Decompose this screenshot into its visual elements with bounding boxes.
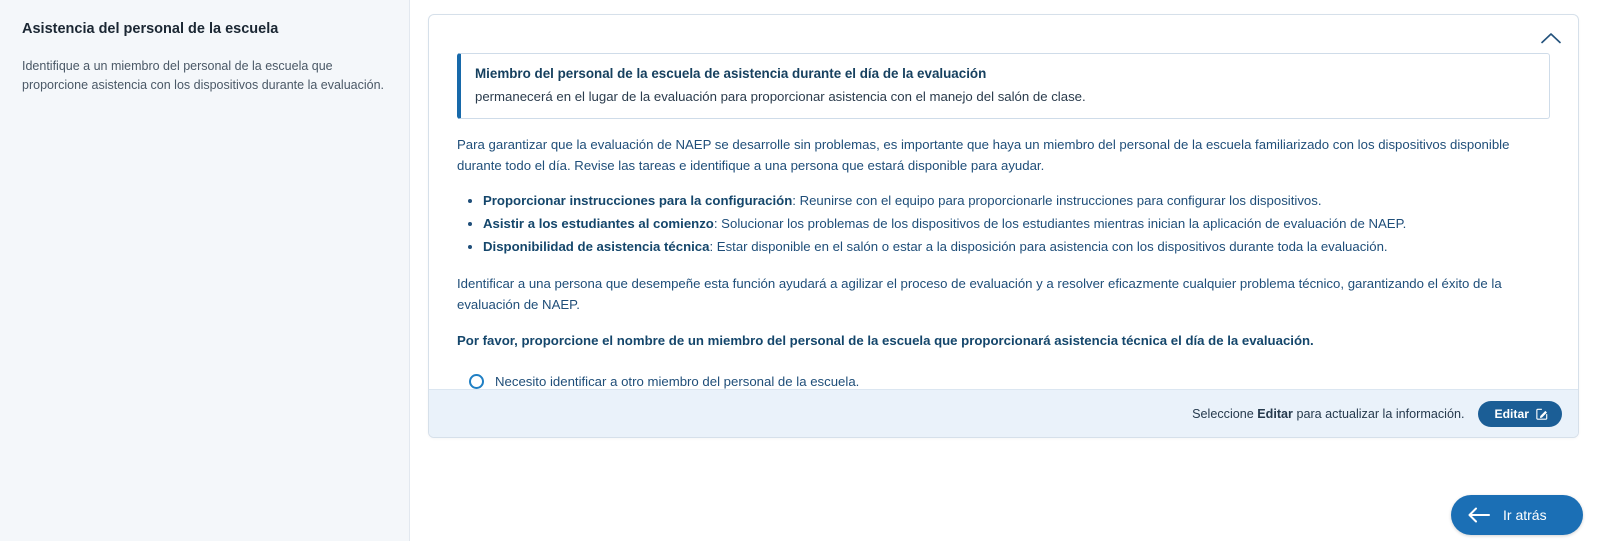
task-label: Disponibilidad de asistencia técnica [483,239,710,255]
name-request-prompt: Por favor, proporcione el nombre de un miembro del personal de la escuela que proporcionará asistencia técnica el día de la evaluación. [457,333,1314,349]
pencil-square-icon [1536,408,1548,420]
task-label: Proporcionar instrucciones para la configuración [483,192,793,208]
staff-member-callout [457,53,1550,119]
task-list [457,190,1550,258]
task-text: : Reunirse con el equipo para proporcionarle instrucciones para configurar los dispositivos. [792,192,1322,208]
card-body [429,15,1578,389]
sidebar-description: Identifique a un miembro del personal de la escuela que proporcione asistencia con los dispositivos durante la evaluación. [22,58,385,93]
task-text: : Solucionar los problemas de los dispositivos de los estudiantes mientras inician la aplicación de evaluación de NAEP. [713,216,1407,231]
closing-paragraph: Identificar a una persona que desempeñe esta función ayudará a agilizar el proceso de evaluación y a resolver eficazmente cualquier problema técnico, garantizando el éxito de la evaluación de NAEP. [457,275,1502,312]
list-item [483,213,1550,234]
card-footer [429,389,1578,437]
task-label: Asistir a los estudiantes al comienzo [483,216,714,231]
arrow-left-icon [1468,507,1490,523]
go-back-label: Ir atrás [1503,507,1547,523]
callout-title: Miembro del personal de la escuela de asistencia durante el día de la evaluación [475,66,987,81]
task-text: : Estar disponible en el salón o estar a la disposición para asistencia con los dispositivos durante toda la evaluación. [709,239,1388,255]
radio-label: Necesito identificar a otro miembro del personal de la escuela. [495,374,860,390]
sidebar [0,0,410,541]
edit-hint-after: para actualizar la información. [1292,406,1465,421]
list-item [483,190,1550,211]
edit-hint [1192,407,1464,421]
radio-button[interactable] [469,374,484,389]
go-back-button[interactable] [1451,495,1583,535]
edit-button-label: Editar [1494,406,1529,421]
identify-other-staff-option[interactable] [469,374,1550,389]
main-content [410,0,1597,541]
edit-button[interactable] [1478,401,1562,427]
list-item [483,236,1550,257]
intro-paragraph: Para garantizar que la evaluación de NAEP se desarrolle sin problemas, es importante que haya un miembro del personal de la escuela familiarizado con los dispositivos disponible durante todo el día. Revise las tareas e identifique a una persona que estará disponible para ayudar. [457,136,1510,173]
callout-subtitle: permanecerá en el lugar de la evaluación para proporcionar asistencia con el manejo del salón de clase. [475,88,1086,104]
edit-hint-keyword: Editar [1257,406,1293,421]
edit-hint-before: Seleccione [1192,406,1258,421]
assistance-card [428,14,1579,438]
sidebar-title: Asistencia del personal de la escuela [22,21,279,37]
